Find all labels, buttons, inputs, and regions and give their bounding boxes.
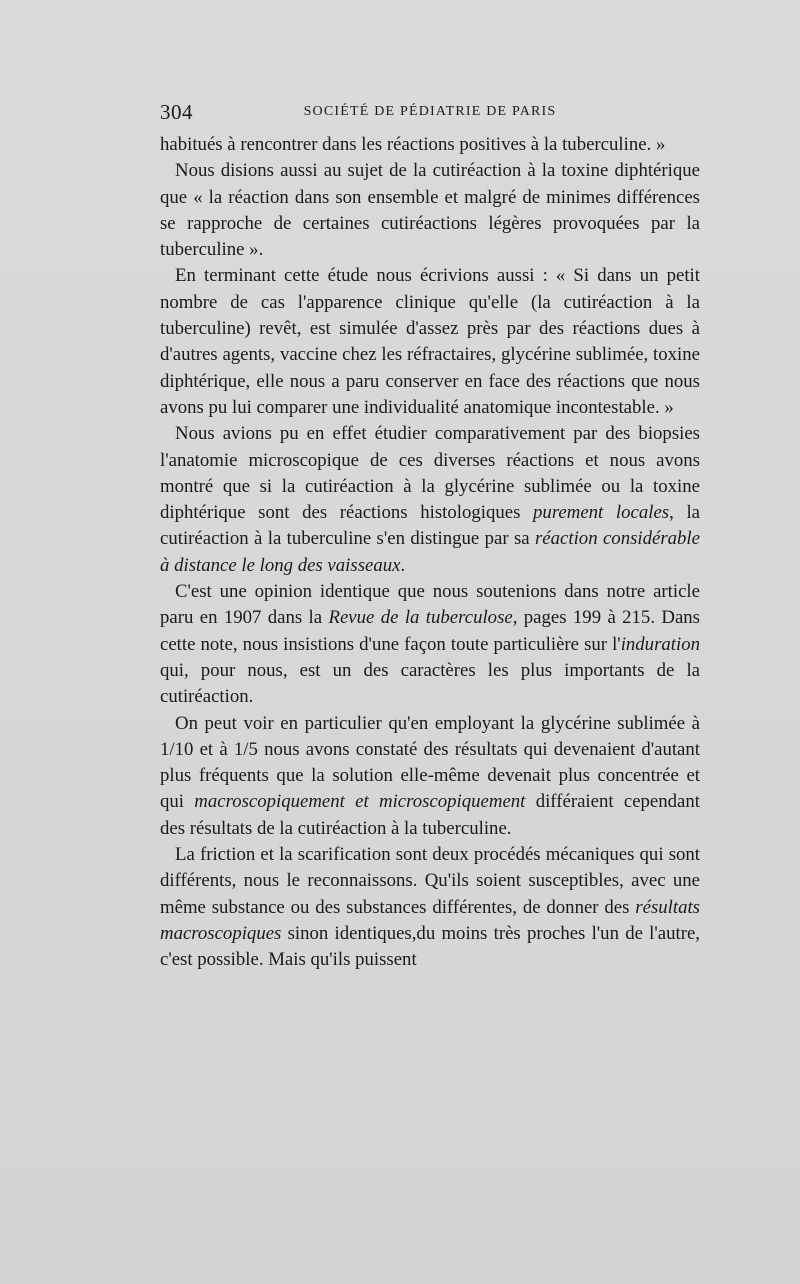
- text-run: La friction et la scarification sont deux procédés mécaniques qui sont différents, nous le reconnaissons. Qu'ils soient susceptibles, avec une même substance ou des substances différentes, de donner des: [160, 844, 700, 918]
- paragraph: [160, 263, 700, 421]
- text-run: Nous disions aussi au sujet de la cutiréaction à la toxine diphtérique que « la réaction dans son ensemble et malgré de minimes différences se rapproche de certaines cutiréactions légères provoquées par la tuberculine ».: [160, 160, 700, 261]
- text-run: habitués à rencontrer dans les réactions positives à la tuberculine. »: [160, 134, 666, 155]
- text-run: C'est une opinion identique que nous soutenions dans notre article paru en 1907 dans la: [160, 581, 700, 629]
- text-run: Nous avions pu en effet étudier comparativement par des biopsies l'anatomie microscopique de ces diverses réactions et nous avons montré que si la cutiréaction à la glycérine sublimée ou la toxine diphtérique sont des réactions histologiques: [160, 423, 700, 524]
- paragraph: [160, 158, 700, 263]
- text-run: En terminant cette étude nous écrivions aussi : « Si dans un petit nombre de cas l'apparence clinique qu'elle (la cutiréaction à la tuberculine) revêt, est simulée d'assez près par des réactions dues à d'autres agents, vaccine chez les réfractaires, glycérine sublimée, toxine diphtérique, elle nous a paru conserver en face des réactions que nous avons pu lui comparer une individualité anatomique incontestable. »: [160, 265, 700, 418]
- paragraph: [160, 421, 700, 579]
- text-run: sinon identiques,du moins très proches l'un de l'autre, c'est possible. Mais qu'ils puissent: [160, 922, 700, 971]
- italic-text: induration: [620, 633, 700, 655]
- text-run: .: [400, 554, 406, 576]
- italic-text: purement locales: [533, 502, 670, 524]
- running-title: SOCIÉTÉ DE PÉDIATRIE DE PARIS: [303, 104, 557, 119]
- text-run: qui, pour nous, est un des caractères les plus importants de la cutiréaction.: [160, 659, 700, 708]
- paragraph: [160, 579, 700, 710]
- italic-text: résultats macroscopiques: [160, 896, 700, 944]
- text-run: , la cutiréaction à la tuberculine s'en distingue par sa: [160, 502, 700, 550]
- italic-text: réaction considérable à distance le long des vaisseaux: [160, 528, 700, 576]
- text-run: différaient cependant des résultats de la cutiréaction à la tuberculine.: [160, 791, 700, 839]
- text-run: , pages 199 à 215. Dans cette note, nous insistions d'une façon toute particulière sur l': [160, 607, 700, 655]
- paragraph: [160, 842, 700, 973]
- italic-text: Revue de la tuberculose: [328, 607, 513, 629]
- italic-text: macroscopiquement et microscopiquement: [194, 791, 526, 813]
- page-number: 304: [160, 100, 193, 124]
- paragraph: [160, 132, 700, 158]
- body-text: [160, 132, 700, 974]
- paragraph: [160, 711, 700, 842]
- text-run: On peut voir en particulier qu'en employant la glycérine sublimée à 1/10 et à 1/5 nous avons constaté des résultats qui devenaient d'autant plus fréquents que la solution elle-même devenait plus concentrée et qui: [160, 712, 700, 813]
- page-header: [160, 100, 700, 128]
